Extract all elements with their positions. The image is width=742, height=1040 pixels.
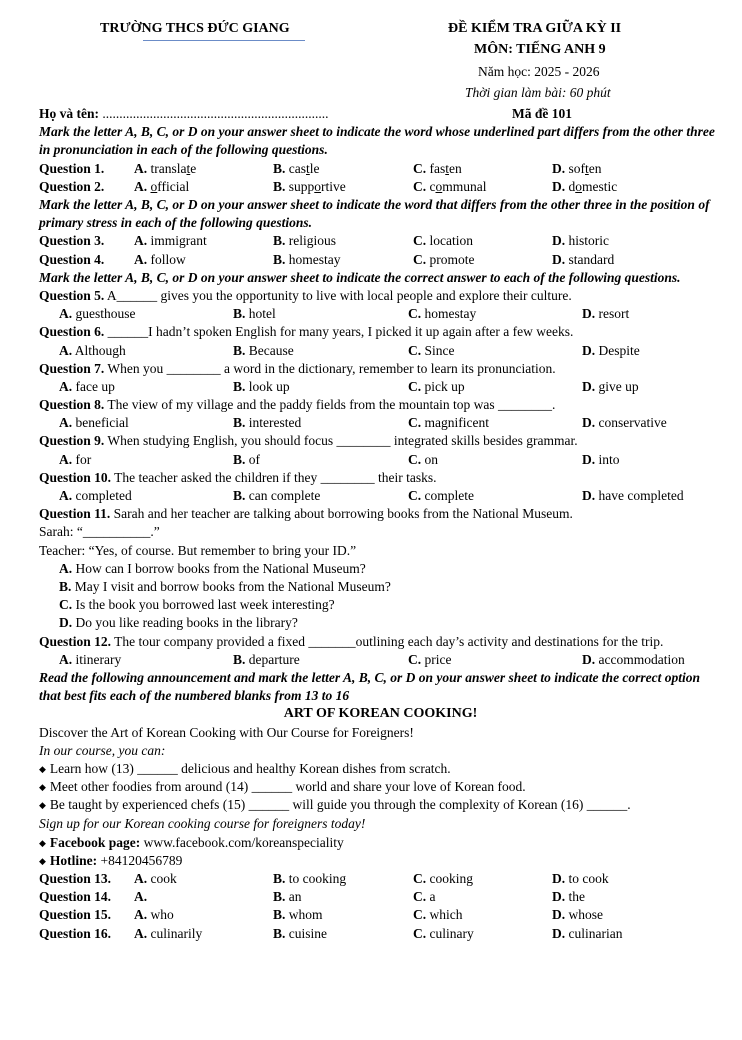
- question-label: Question 9.: [39, 433, 105, 449]
- option-d: D. whose: [552, 907, 603, 923]
- option-c: C. Is the book you borrowed last week interesting?: [59, 597, 335, 613]
- option-d: D. resort: [582, 306, 630, 322]
- question-stem: The teacher asked the children if they ________ their tasks.: [111, 469, 437, 485]
- option-c: C. communal: [413, 178, 487, 194]
- question-9-options: [39, 451, 722, 469]
- dialog-sarah: Sarah: “__________.”: [39, 524, 160, 540]
- option-d: D. standard: [552, 251, 615, 267]
- question-label: Question 7.: [39, 360, 105, 376]
- option-a: A. completed: [59, 488, 132, 504]
- option-a: A. cook: [134, 871, 177, 887]
- question-14: [39, 888, 722, 906]
- diamond-bullet-icon: [39, 779, 50, 794]
- option-a: A. follow: [134, 251, 186, 267]
- question-stem: A______ gives you the opportunity to live with local people and explore their culture.: [104, 287, 572, 303]
- option-b: B. castle: [273, 160, 320, 176]
- instruction-pronunciation: Mark the letter A, B, C, or D on your answer sheet to indicate the word whose underlined part differs from the other three in pronunciation in each of the following questions.: [39, 124, 715, 158]
- option-d: D. accommodation: [582, 651, 685, 667]
- instruction-stress: Mark the letter A, B, C, or D on your answer sheet to indicate the word that differs from the other three in the position of primary stress in each of the following questions.: [39, 196, 710, 231]
- option-d: D. Despite: [582, 342, 640, 358]
- option-b: B. whom: [273, 907, 323, 923]
- option-b: B. hotel: [233, 306, 276, 322]
- option-b: B. departure: [233, 651, 300, 667]
- passage-title: ART OF KOREAN COOKING!: [283, 706, 478, 722]
- option-a: A. for: [59, 451, 92, 467]
- instruction-correct-answer: Mark the letter A, B, C, or D on your answer sheet to indicate the correct answer to each of the following questions.: [39, 269, 681, 285]
- passage-intro: Discover the Art of Korean Cooking with Our Course for Foreigners!: [39, 724, 414, 740]
- option-a: A. immigrant: [134, 233, 207, 249]
- question-stem: ______I hadn’t spoken English for many years, I picked it up again after a few weeks.: [104, 324, 574, 340]
- question-label: Question 4.: [39, 251, 105, 267]
- question-6: [39, 323, 722, 341]
- dialog-teacher: Teacher: “Yes, of course. But remember to bring your ID.”: [39, 542, 357, 558]
- question-label: Question 12.: [39, 633, 112, 649]
- option-c: C. complete: [408, 488, 474, 504]
- option-b: B. religious: [273, 233, 337, 249]
- question-label: Question 11.: [39, 506, 111, 522]
- exam-body: [39, 105, 722, 943]
- option-c: C. location: [413, 233, 473, 249]
- diamond-bullet-icon: [39, 853, 50, 868]
- option-d: D. culinarian: [552, 925, 623, 941]
- option-b: B. May I visit and borrow books from the National Museum?: [59, 578, 391, 594]
- question-stem: When you ________ a word in the dictionary, remember to learn its pronunciation.: [104, 360, 556, 376]
- question-label: Question 6.: [39, 324, 105, 340]
- name-row: [39, 105, 722, 123]
- question-7-options: [39, 378, 722, 396]
- question-stem: The tour company provided a fixed _______outlining each day’s activity and destinations for the trip.: [111, 633, 664, 649]
- option-c: C. magnificent: [408, 415, 489, 431]
- option-a: A. official: [134, 178, 190, 194]
- question-8-options: [39, 414, 722, 432]
- question-5-options: [39, 305, 722, 323]
- question-7: [39, 360, 722, 378]
- question-13: [39, 870, 722, 888]
- question-3: [39, 232, 722, 250]
- option-c: C. cooking: [413, 871, 473, 887]
- option-d: D. the: [552, 889, 585, 905]
- question-label: Question 13.: [39, 871, 112, 887]
- question-12: [39, 633, 722, 651]
- question-11: [39, 505, 722, 523]
- passage-can: In our course, you can:: [39, 742, 166, 758]
- option-a: A. beneficial: [59, 415, 129, 431]
- school-year: Năm học: 2025 - 2026: [478, 64, 600, 79]
- option-b: B. homestay: [273, 251, 341, 267]
- question-label: Question 2.: [39, 178, 105, 194]
- exam-subject: MÔN: TIẾNG ANH 9: [474, 42, 606, 57]
- option-d: D. soften: [552, 160, 602, 176]
- question-label: Question 14.: [39, 889, 112, 905]
- question-5: [39, 287, 722, 305]
- option-c: C. culinary: [413, 925, 474, 941]
- option-b: B. an: [273, 889, 302, 905]
- option-c: C. fasten: [413, 160, 462, 176]
- option-b: B. cuisine: [273, 925, 328, 941]
- question-1: [39, 160, 722, 178]
- name-label: Họ và tên:: [39, 106, 99, 121]
- question-label: Question 3.: [39, 233, 105, 249]
- option-a: A. culinarily: [134, 925, 203, 941]
- option-a: A. face up: [59, 378, 115, 394]
- name-dots: ...................................................................: [99, 106, 329, 121]
- question-label: Question 10.: [39, 469, 112, 485]
- option-a: A. How can I borrow books from the National Museum?: [59, 560, 366, 576]
- exam-title: ĐỀ KIỂM TRA GIỮA KỲ II: [448, 21, 622, 36]
- option-a: A. Although: [59, 342, 126, 358]
- question-8: [39, 396, 722, 414]
- option-a: A. guesthouse: [59, 306, 136, 322]
- question-label: Question 1.: [39, 160, 105, 176]
- option-c: C. which: [413, 907, 463, 923]
- question-2: [39, 178, 722, 196]
- passage-signup: Sign up for our Korean cooking course for foreigners today!: [39, 816, 366, 832]
- option-c: C. a: [413, 889, 436, 905]
- option-a: A.: [134, 889, 148, 905]
- question-12-options: [39, 651, 722, 669]
- exam-code: Mã đề 101: [512, 106, 572, 121]
- diamond-bullet-icon: [39, 835, 50, 850]
- passage-bullet-1: ◆ Learn how (13) ______ delicious and healthy Korean dishes from scratch.: [39, 760, 722, 778]
- option-d: D. have completed: [582, 488, 684, 504]
- option-b: B. interested: [233, 415, 302, 431]
- option-d: D. Do you like reading books in the library?: [59, 615, 298, 631]
- option-c: C. on: [408, 451, 438, 467]
- option-d: D. into: [582, 451, 620, 467]
- option-c: C. Since: [408, 342, 455, 358]
- passage-bullet-3: ◆ Be taught by experienced chefs (15) ______ will guide you through the complexity of Korean (16) ______.: [39, 796, 722, 815]
- question-10: [39, 469, 722, 487]
- option-d: D. give up: [582, 378, 639, 394]
- diamond-bullet-icon: [39, 761, 50, 776]
- option-c: C. promote: [413, 251, 475, 267]
- passage-facebook: ◆ Facebook page: www.facebook.com/koreanspeciality: [39, 834, 722, 852]
- question-9: [39, 432, 722, 450]
- option-d: D. historic: [552, 233, 609, 249]
- question-6-options: [39, 342, 722, 360]
- passage-hotline: ◆ Hotline: +84120456789: [39, 852, 722, 870]
- school-underline: [143, 40, 305, 41]
- option-a: A. itinerary: [59, 651, 122, 667]
- question-stem: The view of my village and the paddy fields from the mountain top was ________.: [104, 397, 556, 413]
- option-b: B. Because: [233, 342, 294, 358]
- question-stem: Sarah and her teacher are talking about borrowing books from the National Museum.: [110, 506, 573, 522]
- exam-time: Thời gian làm bài: 60 phút: [465, 85, 611, 100]
- question-label: Question 15.: [39, 907, 112, 923]
- option-b: B. look up: [233, 378, 290, 394]
- option-c: C. price: [408, 651, 452, 667]
- option-b: B. of: [233, 451, 261, 467]
- option-d: D. conservative: [582, 415, 667, 431]
- diamond-bullet-icon: [39, 797, 50, 812]
- option-d: D. domestic: [552, 178, 618, 194]
- question-label: Question 16.: [39, 925, 112, 941]
- exam-header: [0, 0, 742, 104]
- question-label: Question 5.: [39, 287, 105, 303]
- option-c: C. homestay: [408, 306, 477, 322]
- question-15: [39, 906, 722, 924]
- option-b: B. supportive: [273, 178, 346, 194]
- question-stem: When studying English, you should focus ________ integrated skills besides grammar.: [104, 433, 578, 449]
- option-c: C. pick up: [408, 378, 465, 394]
- question-4: [39, 251, 722, 269]
- school-name: TRƯỜNG THCS ĐỨC GIANG: [100, 21, 290, 36]
- option-b: B. can complete: [233, 488, 321, 504]
- passage-bullet-2: ◆ Meet other foodies from around (14) ______ world and share your love of Korean food.: [39, 778, 722, 796]
- option-d: D. to cook: [552, 871, 609, 887]
- option-a: A. translate: [134, 160, 197, 176]
- question-16: [39, 925, 722, 943]
- option-a: A. who: [134, 907, 174, 923]
- question-10-options: [39, 487, 722, 505]
- question-label: Question 8.: [39, 397, 105, 413]
- option-b: B. to cooking: [273, 871, 347, 887]
- instruction-reading: Read the following announcement and mark the letter A, B, C, or D on your answer sheet to indicate the correct option that best fits each of the numbered blanks from 13 to 16: [39, 669, 701, 704]
